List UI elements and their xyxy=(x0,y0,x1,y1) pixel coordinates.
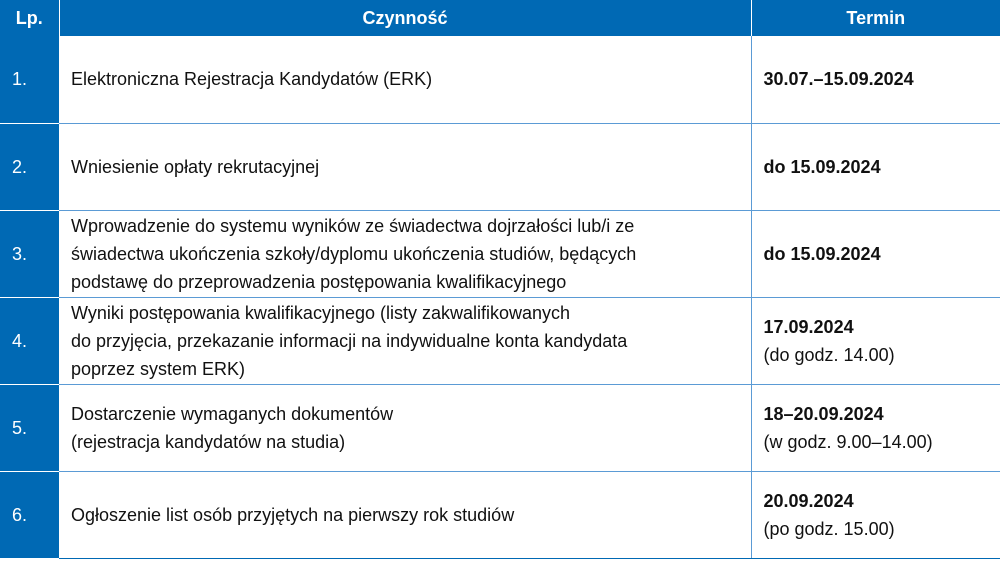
header-lp: Lp. xyxy=(0,0,59,36)
activity-cell xyxy=(59,297,751,384)
header-row xyxy=(0,0,1000,36)
activity-cell xyxy=(59,36,751,123)
row-number: 1. xyxy=(0,36,59,123)
term-date: 17.09.2024 xyxy=(763,316,854,337)
activity-cell xyxy=(59,123,751,210)
term-note: (po godz. 15.00) xyxy=(763,518,895,539)
activity-line: Wniesienie opłaty rekrutacyjnej xyxy=(71,156,320,177)
row-number: 3. xyxy=(0,210,59,297)
term-cell xyxy=(751,297,1000,384)
table-row xyxy=(0,210,1000,297)
term-date: 30.07.–15.09.2024 xyxy=(763,69,914,90)
activity-cell xyxy=(59,384,751,471)
activity-line: świadectwa ukończenia szkoły/dyplomu ukończenia studiów, będących xyxy=(71,243,637,264)
term-cell xyxy=(751,123,1000,210)
activity-line: (rejestracja kandydatów na studia) xyxy=(71,431,346,452)
term-note: (do godz. 14.00) xyxy=(763,344,895,365)
term-date: 20.09.2024 xyxy=(763,490,854,511)
table-row xyxy=(0,384,1000,471)
row-number: 6. xyxy=(0,471,59,558)
activity-line: Wprowadzenie do systemu wyników ze świadectwa dojrzałości lub/i ze xyxy=(71,215,635,236)
term-date: 18–20.09.2024 xyxy=(763,403,884,424)
activity-cell xyxy=(59,210,751,297)
activity-line: Dostarczenie wymaganych dokumentów xyxy=(71,403,394,424)
term-cell xyxy=(751,471,1000,558)
activity-line: Elektroniczna Rejestracja Kandydatów (ERK) xyxy=(71,69,433,90)
activity-cell xyxy=(59,471,751,558)
term-cell xyxy=(751,384,1000,471)
term-cell xyxy=(751,210,1000,297)
term-date: do 15.09.2024 xyxy=(763,156,881,177)
activity-line: podstawę do przeprowadzenia postępowania kwalifikacyjnego xyxy=(71,271,567,292)
row-number: 4. xyxy=(0,297,59,384)
row-number: 5. xyxy=(0,384,59,471)
term-cell xyxy=(751,36,1000,123)
activity-line: poprzez system ERK) xyxy=(71,358,246,379)
table-row xyxy=(0,297,1000,384)
row-number: 2. xyxy=(0,123,59,210)
table-row xyxy=(0,36,1000,123)
header-term: Termin xyxy=(751,0,1000,36)
activity-line: Ogłoszenie list osób przyjętych na pierwszy rok studiów xyxy=(71,504,515,525)
term-date: do 15.09.2024 xyxy=(763,243,881,264)
header-activity: Czynność xyxy=(59,0,751,36)
activity-line: do przyjęcia, przekazanie informacji na indywidualne konta kandydata xyxy=(71,330,628,351)
table-row xyxy=(0,123,1000,210)
activity-line: Wyniki postępowania kwalifikacyjnego (listy zakwalifikowanych xyxy=(71,302,571,323)
term-note: (w godz. 9.00–14.00) xyxy=(763,431,933,452)
table-row xyxy=(0,471,1000,558)
